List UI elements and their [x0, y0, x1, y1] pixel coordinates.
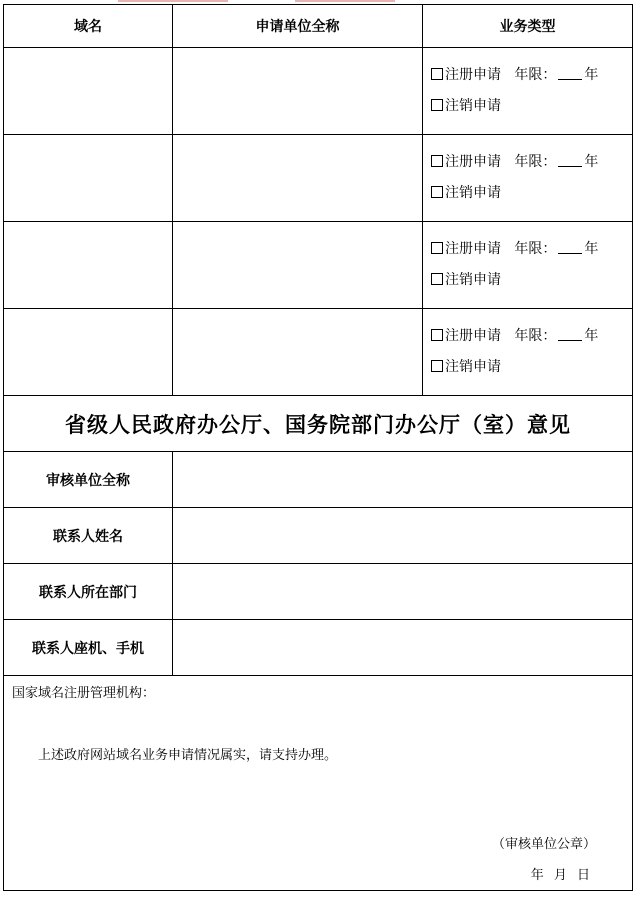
years-label: 年限： — [514, 328, 557, 344]
applicant-cell[interactable] — [173, 222, 423, 309]
register-label: 注册申请 — [445, 241, 501, 257]
register-checkbox[interactable] — [431, 242, 443, 254]
contact-dept-row — [4, 564, 633, 620]
domain-header: 域名 — [4, 5, 173, 48]
year-unit: 年 — [584, 328, 599, 344]
domain-cell[interactable] — [4, 309, 173, 396]
business-type-cell — [423, 48, 633, 135]
cancel-checkbox[interactable] — [431, 99, 443, 111]
header-row — [4, 5, 633, 48]
reviewer-unit-row — [4, 452, 633, 508]
contact-phone-label: 联系人座机、手机 — [4, 620, 173, 676]
cancel-checkbox[interactable] — [431, 273, 443, 285]
opinion-text: 上述政府网站域名业务申请情况属实，请支持办理。 — [38, 748, 338, 763]
business-type-cell — [423, 309, 633, 396]
section-title-row — [4, 396, 633, 452]
years-label: 年限： — [514, 67, 557, 83]
reviewer-unit-label: 审核单位全称 — [4, 452, 173, 508]
top-edge-mark — [295, 0, 395, 2]
contact-phone-row — [4, 620, 633, 676]
top-edge-mark — [118, 0, 228, 2]
contact-dept-field[interactable] — [173, 564, 633, 620]
register-checkbox[interactable] — [431, 329, 443, 341]
contact-dept-label: 联系人所在部门 — [4, 564, 173, 620]
years-label: 年限： — [514, 241, 557, 257]
year-unit: 年 — [584, 67, 599, 83]
domain-cell[interactable] — [4, 48, 173, 135]
business-type-cell — [423, 135, 633, 222]
application-row — [4, 48, 633, 135]
cancel-label: 注销申请 — [445, 98, 501, 114]
years-blank[interactable] — [558, 69, 582, 80]
cancel-label: 注销申请 — [445, 185, 501, 201]
applicant-cell[interactable] — [173, 135, 423, 222]
contact-name-label: 联系人姓名 — [4, 508, 173, 564]
seal-note: （审核单位公章） — [491, 837, 596, 852]
domain-cell[interactable] — [4, 222, 173, 309]
years-blank[interactable] — [558, 330, 582, 341]
register-checkbox[interactable] — [431, 68, 443, 80]
register-checkbox[interactable] — [431, 155, 443, 167]
years-blank[interactable] — [558, 156, 582, 167]
register-label: 注册申请 — [445, 67, 501, 83]
contact-name-row — [4, 508, 633, 564]
year-unit: 年 — [584, 154, 599, 170]
applicant-cell[interactable] — [173, 309, 423, 396]
year-unit: 年 — [584, 241, 599, 257]
registry-org-label: 国家域名注册管理机构： — [12, 686, 156, 701]
domain-cell[interactable] — [4, 135, 173, 222]
contact-phone-field[interactable] — [173, 620, 633, 676]
cancel-label: 注销申请 — [445, 359, 501, 375]
date-line: 年 月 日 — [530, 868, 590, 883]
register-label: 注册申请 — [445, 328, 501, 344]
registry-opinion-row — [4, 676, 633, 891]
application-row — [4, 309, 633, 396]
cancel-checkbox[interactable] — [431, 360, 443, 372]
applicant-header: 申请单位全称 — [173, 5, 423, 48]
applicant-cell[interactable] — [173, 48, 423, 135]
reviewer-unit-field[interactable] — [173, 452, 633, 508]
section-title: 省级人民政府办公厅、国务院部门办公厅（室）意见 — [4, 396, 633, 452]
years-blank[interactable] — [558, 243, 582, 254]
cancel-label: 注销申请 — [445, 272, 501, 288]
business-type-cell — [423, 222, 633, 309]
application-row — [4, 222, 633, 309]
business-type-header: 业务类型 — [423, 5, 633, 48]
register-label: 注册申请 — [445, 154, 501, 170]
cancel-checkbox[interactable] — [431, 186, 443, 198]
application-row — [4, 135, 633, 222]
years-label: 年限： — [514, 154, 557, 170]
registry-opinion-cell — [4, 676, 633, 891]
contact-name-field[interactable] — [173, 508, 633, 564]
domain-application-form — [3, 4, 633, 891]
